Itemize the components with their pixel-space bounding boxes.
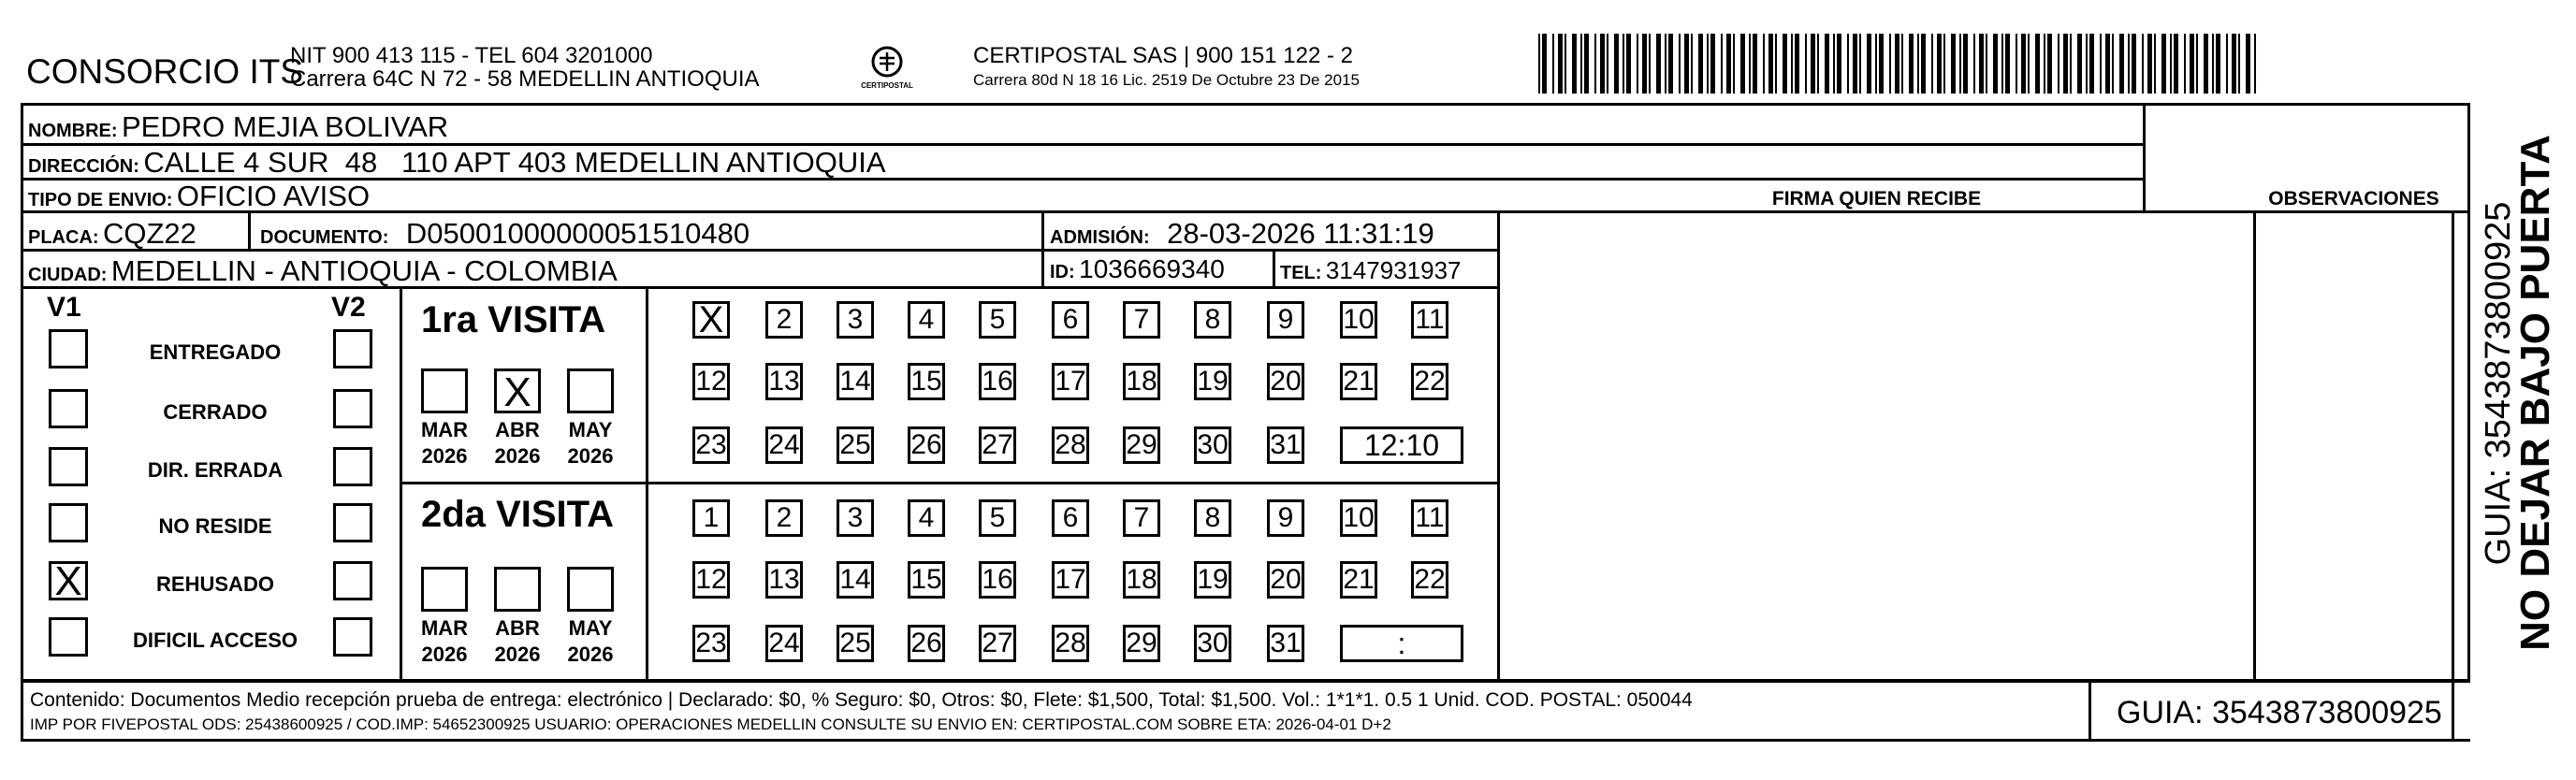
month-year: 2026 xyxy=(494,642,541,666)
day-number: 3 xyxy=(847,502,864,533)
day-number: 31 xyxy=(1270,628,1302,658)
v2-checkbox[interactable] xyxy=(333,447,372,486)
first-visit-month-box-abr[interactable] xyxy=(494,368,541,413)
v1-checkbox[interactable] xyxy=(49,558,88,604)
footer-guia: GUIA: 3543873800925 xyxy=(2117,695,2442,730)
day-number: 4 xyxy=(918,304,935,335)
second-visit-day-28[interactable] xyxy=(1052,625,1089,662)
first-visit-day-4[interactable] xyxy=(908,301,945,339)
documento-value: D05001000000051510480 xyxy=(405,217,750,250)
day-number: 7 xyxy=(1133,502,1150,533)
first-visit-day-13[interactable] xyxy=(765,363,803,400)
second-visit-day-18[interactable] xyxy=(1123,561,1160,599)
first-visit-day-11[interactable] xyxy=(1411,301,1448,339)
first-visit-day-26[interactable] xyxy=(908,426,945,464)
day-number: 3 xyxy=(847,304,864,335)
first-visit-month-label xyxy=(485,417,550,469)
nombre-row xyxy=(28,112,448,141)
second-visit-day-11[interactable] xyxy=(1411,499,1448,537)
day-number: 6 xyxy=(1062,304,1079,335)
v1-label: V1 xyxy=(47,292,81,323)
first-visit-day-17[interactable] xyxy=(1052,363,1089,400)
day-number: 5 xyxy=(989,502,1006,533)
tipo-value: OFICIO AVISO xyxy=(176,180,371,212)
imp-text: IMP POR FIVEPOSTAL ODS: 25438600925 / COD.IMP: 54652300925 USUARIO: OPERACIONES MEDELLIN CONSULTE SU ENVIO EN: CERTIPOSTAL.COM SOBRE ETA: 2026-04-01 D+2 xyxy=(30,715,1391,733)
second-visit-month-label xyxy=(485,615,550,667)
v1-checkbox[interactable] xyxy=(49,389,88,428)
day-number: 8 xyxy=(1204,304,1221,335)
second-visit-day-7[interactable] xyxy=(1123,499,1160,537)
day-number: 23 xyxy=(695,628,727,658)
first-visit-day-5[interactable] xyxy=(979,301,1016,339)
tipo-label: TIPO DE ENVIO: xyxy=(28,190,173,210)
month-name: MAR xyxy=(420,418,469,441)
month-year: 2026 xyxy=(494,443,541,468)
first-visit-month-box-mar[interactable] xyxy=(421,368,468,413)
second-visit-day-27[interactable] xyxy=(979,625,1016,662)
first-visit-day-1[interactable] xyxy=(692,298,730,340)
day-check-mark: X xyxy=(698,298,724,340)
day-number: 14 xyxy=(839,564,871,595)
second-visit-day-15[interactable] xyxy=(908,561,945,599)
second-visit-month-box-abr[interactable] xyxy=(494,567,541,612)
day-number: 18 xyxy=(1126,366,1157,397)
first-visit-day-31[interactable] xyxy=(1267,426,1304,464)
v2-checkbox[interactable] xyxy=(333,503,372,542)
v2-checkbox[interactable] xyxy=(333,561,372,600)
month-check-mark: X xyxy=(503,369,531,415)
v2-checkbox[interactable] xyxy=(333,329,372,368)
first-visit-day-7[interactable] xyxy=(1123,301,1160,339)
day-number: 22 xyxy=(1414,366,1446,397)
status-label: REHUSADO xyxy=(156,572,274,596)
id-label: ID: xyxy=(1050,262,1075,282)
status-label: ENTREGADO xyxy=(149,340,282,364)
day-number: 27 xyxy=(982,429,1013,460)
second-visit-month-box-mar[interactable] xyxy=(421,567,468,612)
first-visit-day-16[interactable] xyxy=(979,363,1016,400)
tel-label: TEL: xyxy=(1280,263,1322,283)
day-number: 26 xyxy=(910,628,942,658)
day-number: 20 xyxy=(1270,564,1302,595)
first-visit-day-9[interactable] xyxy=(1267,301,1304,339)
first-visit-month-label xyxy=(412,417,477,469)
first-visit-time-box[interactable] xyxy=(1340,426,1463,464)
direccion-label: DIRECCIÓN: xyxy=(28,156,139,177)
first-visit-day-18[interactable] xyxy=(1123,363,1160,400)
second-visit-day-19[interactable] xyxy=(1194,561,1231,599)
second-visit-month-label xyxy=(558,615,623,667)
day-number: 6 xyxy=(1062,502,1079,533)
carrier-name: CERTIPOSTAL SAS | 900 151 122 - 2 xyxy=(973,43,1353,68)
day-number: 31 xyxy=(1270,429,1302,460)
day-number: 12 xyxy=(695,564,727,595)
first-visit-day-30[interactable] xyxy=(1194,426,1231,464)
second-visit-day-30[interactable] xyxy=(1194,625,1231,662)
day-number: 29 xyxy=(1126,628,1157,658)
first-visit-day-3[interactable] xyxy=(837,301,874,339)
firma-header: FIRMA QUIEN RECIBE xyxy=(1771,188,1982,209)
direccion-value: CALLE 4 SUR 48 110 APT 403 MEDELLIN ANTIOQUIA xyxy=(143,146,886,179)
day-number: 20 xyxy=(1270,366,1302,397)
day-number: 4 xyxy=(918,502,935,533)
admision-label: ADMISIÓN: xyxy=(1050,227,1150,248)
status-label: DIFICIL ACCESO xyxy=(132,628,298,652)
logo-caption: CERTIPOSTAL xyxy=(861,81,913,90)
month-year: 2026 xyxy=(567,443,614,468)
day-number: 19 xyxy=(1197,564,1229,595)
day-number: 24 xyxy=(768,429,800,460)
day-number: 2 xyxy=(776,502,793,533)
second-visit-day-23[interactable] xyxy=(692,625,730,662)
second-visit-day-21[interactable] xyxy=(1340,561,1377,599)
company-name: CONSORCIO ITS xyxy=(26,52,304,91)
second-visit-day-3[interactable] xyxy=(837,499,874,537)
month-name: MAY xyxy=(568,418,613,441)
v2-checkbox[interactable] xyxy=(333,389,372,428)
placa-value: CQZ22 xyxy=(103,217,196,250)
v2-checkbox[interactable] xyxy=(333,617,372,657)
day-number: 7 xyxy=(1133,304,1150,335)
first-visit-day-25[interactable] xyxy=(837,426,874,464)
second-visit-day-5[interactable] xyxy=(979,499,1016,537)
second-visit-day-2[interactable] xyxy=(765,499,803,537)
first-visit-title: 1ra VISITA xyxy=(421,299,606,340)
day-number: 23 xyxy=(695,429,727,460)
carrier-address: Carrera 80d N 18 16 Lic. 2519 De Octubre 23 De 2015 xyxy=(973,71,1360,89)
second-visit-day-31[interactable] xyxy=(1267,625,1304,662)
month-name: MAR xyxy=(420,616,469,640)
nombre-label: NOMBRE: xyxy=(28,121,118,141)
ciudad-label: CIUDAD: xyxy=(28,265,108,285)
barcode-bars xyxy=(1538,34,2259,94)
first-visit-month-label xyxy=(558,417,623,469)
v1-checkbox[interactable] xyxy=(49,329,88,368)
company-nit: NIT 900 413 115 - TEL 604 3201000 xyxy=(290,43,653,68)
first-visit-day-27[interactable] xyxy=(979,426,1016,464)
side-guia: GUIA: 3543873800925 xyxy=(2479,201,2518,566)
status-label: DIR. ERRADA xyxy=(147,458,284,482)
first-visit-day-19[interactable] xyxy=(1194,363,1231,400)
ciudad-row xyxy=(28,256,618,285)
day-number: 15 xyxy=(910,564,942,595)
day-number: 15 xyxy=(910,366,942,397)
day-number: 29 xyxy=(1126,429,1157,460)
second-visit-day-22[interactable] xyxy=(1411,561,1448,599)
second-visit-day-29[interactable] xyxy=(1123,625,1160,662)
day-number: 17 xyxy=(1055,564,1086,595)
first-visit-month-box-may[interactable] xyxy=(567,368,614,413)
v2-label: V2 xyxy=(331,292,366,323)
documento-row xyxy=(260,219,750,248)
day-number: 5 xyxy=(989,304,1006,335)
day-number: 25 xyxy=(839,429,871,460)
day-number: 11 xyxy=(1415,502,1445,533)
contenido-text: Contenido: Documentos Medio recepción prueba de entrega: electrónico | Declarado: $0, % Seguro: $0, Otros: $0, Flete: $1,500, Total: $1,500. Vol.: 1*1*1. 0.5 1 Unid. COD. POSTAL: 050044 xyxy=(30,689,1693,711)
second-visit-day-9[interactable] xyxy=(1267,499,1304,537)
day-number: 14 xyxy=(839,366,871,397)
tel-value: 3147931937 xyxy=(1325,256,1462,284)
second-visit-time-box[interactable] xyxy=(1340,625,1463,662)
id-value: 1036669340 xyxy=(1079,254,1225,283)
placa-label: PLACA: xyxy=(28,227,99,248)
status-label: NO RESIDE xyxy=(158,514,272,538)
first-visit-day-20[interactable] xyxy=(1267,363,1304,400)
v1-checkbox[interactable] xyxy=(49,447,88,486)
day-number: 2 xyxy=(776,304,793,335)
second-visit-month-box-may[interactable] xyxy=(567,567,614,612)
day-number: 27 xyxy=(982,628,1013,658)
day-number: 21 xyxy=(1343,366,1375,397)
second-visit-month-label xyxy=(412,615,477,667)
second-visit-day-16[interactable] xyxy=(979,561,1016,599)
first-visit-day-23[interactable] xyxy=(692,426,730,464)
observaciones-header: OBSERVACIONES xyxy=(2268,188,2439,209)
admision-value: 28-03-2026 11:31:19 xyxy=(1167,217,1434,250)
admision-row xyxy=(1050,219,1434,248)
first-visit-day-15[interactable] xyxy=(908,363,945,400)
v1-checkbox[interactable] xyxy=(49,617,88,657)
tipo-row xyxy=(28,181,370,210)
second-visit-day-1[interactable] xyxy=(692,499,730,537)
day-number: 21 xyxy=(1343,564,1375,595)
second-visit-title: 2da VISITA xyxy=(421,494,614,535)
day-number: 13 xyxy=(768,564,800,595)
placa-row xyxy=(28,219,196,248)
first-visit-day-21[interactable] xyxy=(1340,363,1377,400)
day-number: 25 xyxy=(839,628,871,658)
day-number: 28 xyxy=(1055,628,1086,658)
first-visit-day-28[interactable] xyxy=(1052,426,1089,464)
day-number: 10 xyxy=(1343,304,1375,335)
first-visit-day-24[interactable] xyxy=(765,426,803,464)
first-visit-day-12[interactable] xyxy=(692,363,730,400)
first-visit-day-8[interactable] xyxy=(1194,301,1231,339)
day-number: 8 xyxy=(1204,502,1221,533)
v1-checkbox[interactable] xyxy=(49,503,88,542)
day-number: 11 xyxy=(1415,304,1445,335)
first-visit-day-6[interactable] xyxy=(1052,301,1089,339)
direccion-row xyxy=(28,148,886,177)
second-visit-day-24[interactable] xyxy=(765,625,803,662)
first-visit-day-22[interactable] xyxy=(1411,363,1448,400)
second-visit-day-4[interactable] xyxy=(908,499,945,537)
status-label: CERRADO xyxy=(163,400,268,424)
barcode xyxy=(1538,34,2259,94)
month-year: 2026 xyxy=(567,642,614,666)
day-number: 16 xyxy=(982,366,1013,397)
time-value: 12:10 xyxy=(1363,427,1440,462)
ciudad-value: MEDELLIN - ANTIOQUIA - COLOMBIA xyxy=(110,254,618,287)
certipostal-logo xyxy=(859,41,915,97)
month-year: 2026 xyxy=(421,642,468,666)
day-number: 18 xyxy=(1126,564,1157,595)
first-visit-day-14[interactable] xyxy=(837,363,874,400)
day-number: 12 xyxy=(695,366,727,397)
day-number: 17 xyxy=(1055,366,1086,397)
second-visit-day-26[interactable] xyxy=(908,625,945,662)
company-address: Carrera 64C N 72 - 58 MEDELLIN ANTIOQUIA xyxy=(290,66,760,92)
first-visit-day-10[interactable] xyxy=(1340,301,1377,339)
day-number: 22 xyxy=(1414,564,1446,595)
second-visit-day-25[interactable] xyxy=(837,625,874,662)
month-name: ABR xyxy=(495,616,540,640)
first-visit-day-2[interactable] xyxy=(765,301,803,339)
no-dejar-bajo-puerta: NO DEJAR BAJO PUERTA xyxy=(2512,135,2558,651)
certipostal-logo-icon xyxy=(859,41,915,97)
day-number: 9 xyxy=(1277,304,1294,335)
day-number: 24 xyxy=(768,628,800,658)
month-name: MAY xyxy=(568,616,613,640)
check-mark: X xyxy=(54,558,82,604)
day-number: 26 xyxy=(910,429,942,460)
day-number: 30 xyxy=(1197,429,1229,460)
month-name: ABR xyxy=(495,418,540,441)
day-number: 13 xyxy=(768,366,800,397)
second-visit-day-10[interactable] xyxy=(1340,499,1377,537)
month-year: 2026 xyxy=(421,443,468,468)
day-number: 10 xyxy=(1343,502,1375,533)
nombre-value: PEDRO MEJIA BOLIVAR xyxy=(122,110,449,143)
second-visit-day-13[interactable] xyxy=(765,561,803,599)
second-visit-day-12[interactable] xyxy=(692,561,730,599)
second-visit-day-17[interactable] xyxy=(1052,561,1089,599)
second-visit-day-6[interactable] xyxy=(1052,499,1089,537)
day-number: 19 xyxy=(1197,366,1229,397)
tel-row xyxy=(1280,258,1462,282)
day-number: 30 xyxy=(1197,628,1229,658)
day-number: 1 xyxy=(703,502,720,533)
day-number: 28 xyxy=(1055,429,1086,460)
day-number: 9 xyxy=(1277,502,1294,533)
day-number: 16 xyxy=(982,564,1013,595)
documento-label: DOCUMENTO: xyxy=(260,227,389,248)
second-visit-day-8[interactable] xyxy=(1194,499,1231,537)
second-visit-day-14[interactable] xyxy=(837,561,874,599)
time-value: : xyxy=(1397,626,1406,660)
id-row xyxy=(1050,256,1225,282)
second-visit-day-20[interactable] xyxy=(1267,561,1304,599)
first-visit-day-29[interactable] xyxy=(1123,426,1160,464)
